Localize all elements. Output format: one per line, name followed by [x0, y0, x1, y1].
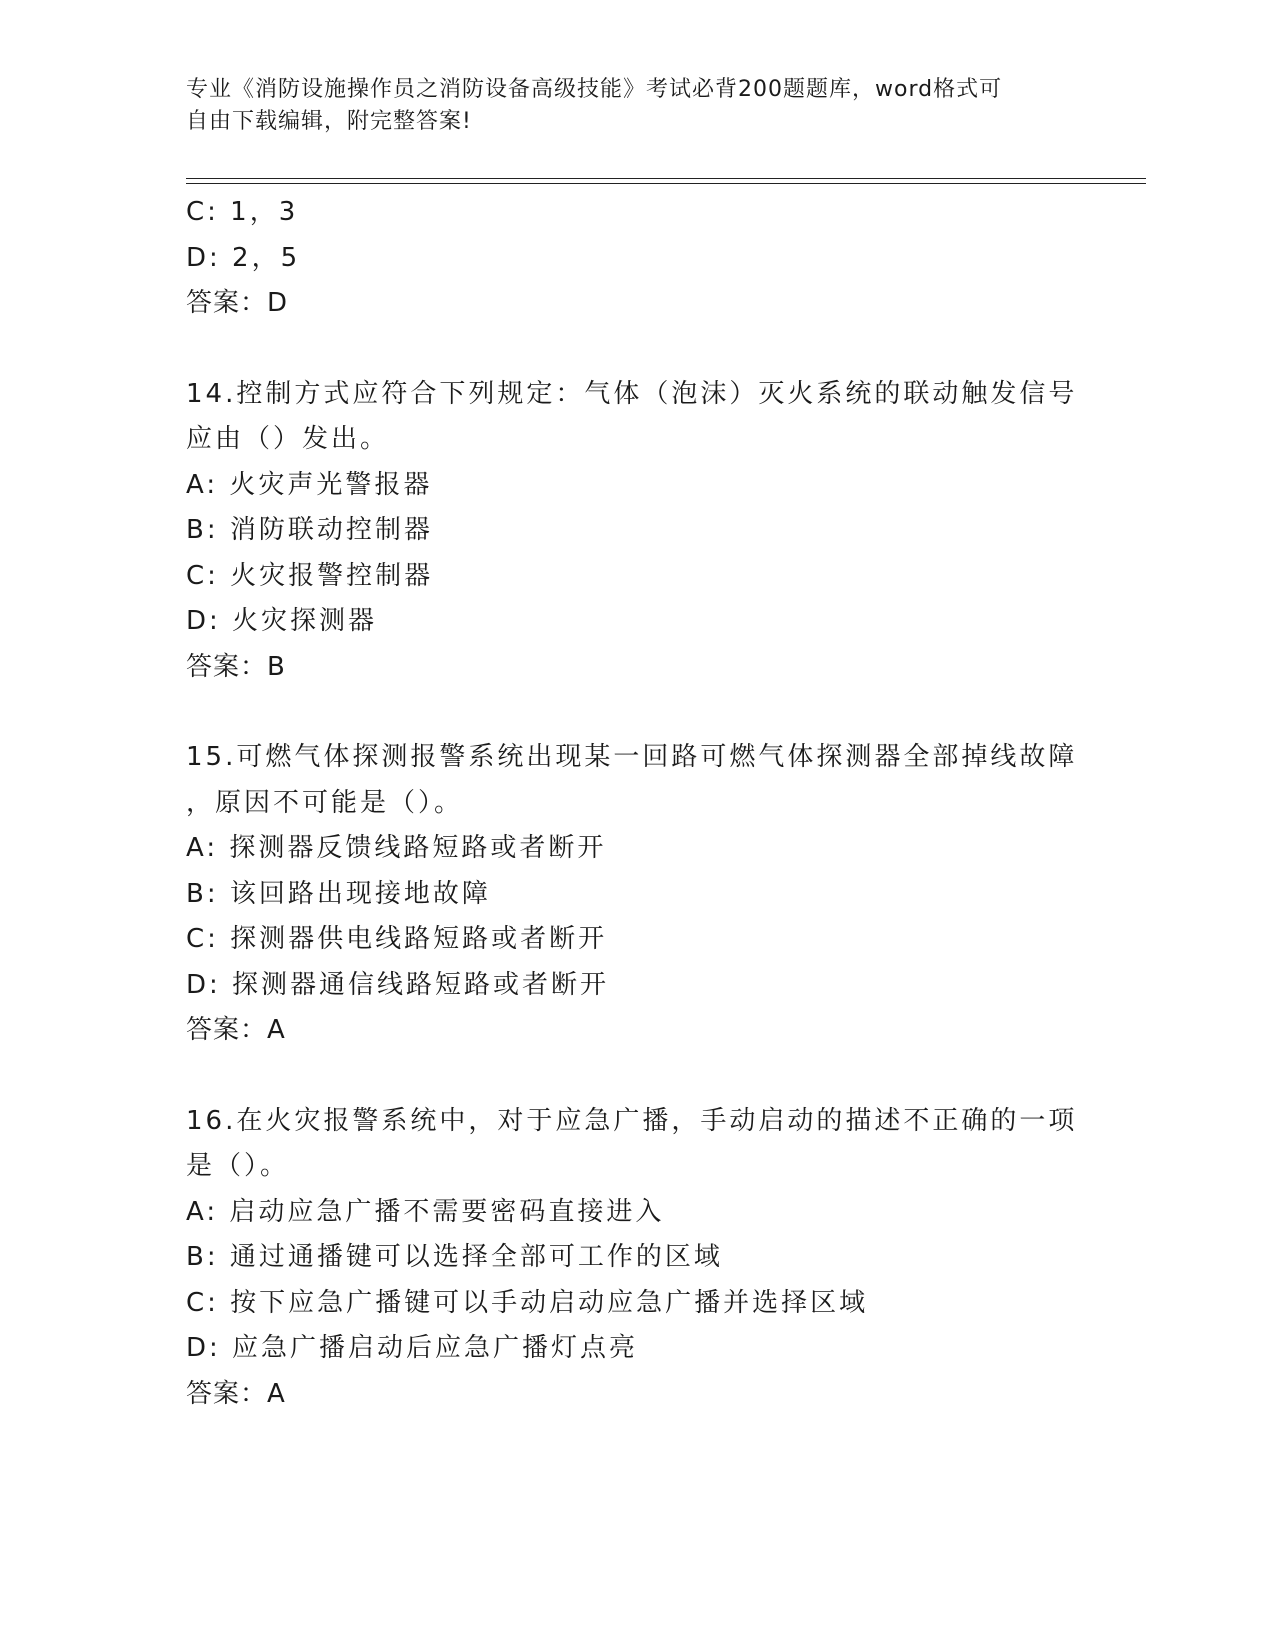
question-14 — [186, 372, 1086, 691]
spacer — [186, 327, 1086, 372]
question-content — [186, 190, 1086, 1417]
option-c: C: 按下应急广播键可以手动启动应急广播并选择区域 — [186, 1287, 869, 1318]
spacer — [186, 1054, 1086, 1099]
spacer — [186, 690, 1086, 735]
option-d: D: 应急广播启动后应急广播灯点亮 — [186, 1333, 639, 1363]
question-text-line: 16.在火灾报警系统中，对于应急广播，手动启动的描述不正确的一项 — [186, 1105, 1078, 1136]
question-text-line: 15.可燃气体探测报警系统出现某一回路可燃气体探测器全部掉线故障 — [186, 742, 1078, 772]
option-d: D: 探测器通信线路短路或者断开 — [186, 969, 610, 1000]
question-15 — [186, 735, 1086, 1054]
answer-line: 答案：A — [186, 1378, 286, 1409]
option-c: C: 1，3 — [186, 197, 299, 227]
answer-line: 答案：B — [186, 651, 286, 682]
page-header — [186, 74, 1066, 138]
partial-question — [186, 190, 1086, 327]
option-d: D: 火灾探测器 — [186, 606, 378, 636]
option-b: B: 消防联动控制器 — [186, 515, 433, 545]
option-b: B: 通过通播键可以选择全部可工作的区域 — [186, 1242, 723, 1272]
option-a: A: 启动应急广播不需要密码直接进入 — [186, 1196, 665, 1227]
option-a: A: 探测器反馈线路短路或者断开 — [186, 833, 607, 863]
question-text-line: 14.控制方式应符合下列规定：气体（泡沫）灭火系统的联动触发信号 — [186, 378, 1078, 409]
header-divider-top — [186, 178, 1146, 179]
header-divider-bottom — [186, 183, 1146, 184]
question-text-line: ，原因不可能是（）。 — [186, 787, 464, 818]
header-line-1: 专业《消防设施操作员之消防设备高级技能》考试必背200题题库，word格式可 — [186, 77, 1003, 102]
option-c: C: 探测器供电线路短路或者断开 — [186, 924, 608, 954]
question-text-line: 应由（）发出。 — [186, 424, 390, 454]
question-text-line: 是（）。 — [186, 1151, 290, 1181]
question-16 — [186, 1099, 1086, 1418]
option-b: B: 该回路出现接地故障 — [186, 878, 491, 909]
header-line-2: 自由下载编辑，附完整答案! — [186, 109, 472, 134]
answer-line: 答案：A — [186, 1015, 286, 1045]
option-a: A: 火灾声光警报器 — [186, 469, 433, 500]
option-d: D: 2，5 — [186, 242, 301, 273]
option-c: C: 火灾报警控制器 — [186, 560, 434, 591]
answer-line: 答案：D — [186, 288, 289, 318]
